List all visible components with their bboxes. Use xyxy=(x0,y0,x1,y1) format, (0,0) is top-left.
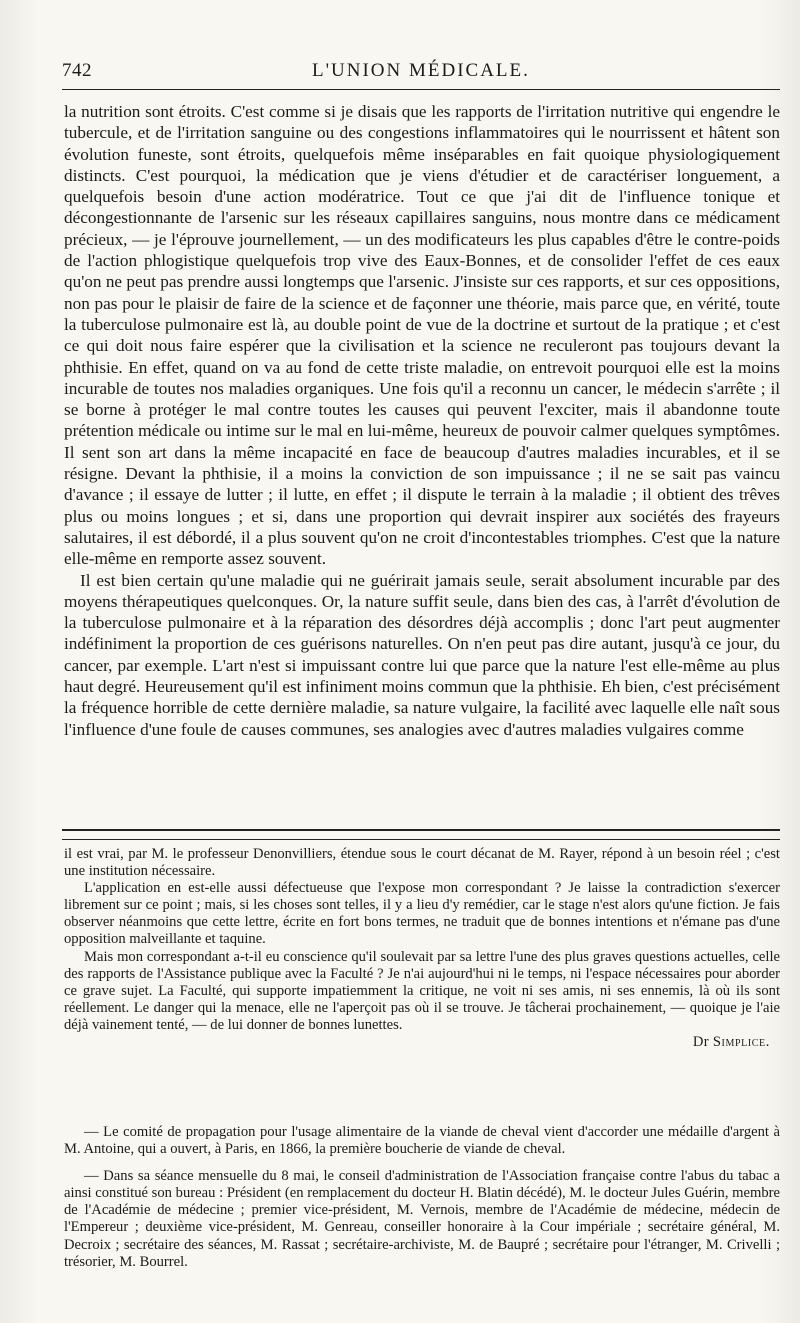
signature-prefix: Dr xyxy=(692,1034,709,1051)
news-items xyxy=(64,1124,780,1271)
news-item: — Le comité de propagation pour l'usage alimentaire de la viande de cheval vient d'accorder une médaille d'argent à M. Antoine, qui a ouvert, à Paris, en 1866, la première boucherie de viande de cheval. xyxy=(64,1124,780,1158)
header-rule xyxy=(62,89,780,90)
article-paragraph: Il est bien certain qu'une maladie qui ne guérirait jamais seule, serait absolument incurable par des moyens thérapeutiques quelconques. Or, la nature suffit seule, dans bien des cas, à l'arrêt d'évolution de la tuberculose pulmonaire et à la réparation des désordres déjà accomplis ; donc l'art peut augmenter indéfiniment la proportion de ces guérisons naturelles. On n'en peut pas dire autant, jusqu'à ce jour, du cancer, par exemple. L'art n'est si impuissant contre lui que parce que la nature l'est elle-même au plus haut degré. Heureusement qu'il est infiniment moins commun que la phthisie. Eh bien, c'est précisément la fréquence horrible de cette dernière maladie, sa nature vulgaire, la facilité avec laquelle elle naît sous l'influence d'une foule de causes communes, ses analogies avec d'autres maladies vulgaires comme xyxy=(64,570,780,739)
running-title: L'UNION MÉDICALE. xyxy=(312,60,530,81)
notes-paragraph: il est vrai, par M. le professeur Denonvilliers, étendue sous le court décanat de M. Rayer, répond à un besoin réel ; c'est une institution nécessaire. xyxy=(64,846,780,880)
notes-paragraph: Mais mon correspondant a-t-il eu conscience qu'il soulevait par sa lettre l'une des plus graves questions actuelles, celle des rapports de l'Assistance publique avec la Faculté ? Je n'ai aujourd'hui ni le temps, ni l'espace nécessaires pour aborder ce grave sujet. La Faculté, qui supporte impatiemment la critique, ne voit ni ses amis, ni ses ennemis, là où ils sont réellement. Le danger qui la menace, elle ne l'aperçoit pas où il se trouve. Je tâcherai prochainement, — quoique je l'aie déjà vainement tenté, — de lui donner de bonnes lunettes. xyxy=(64,948,780,1033)
notes-paragraph: L'application en est-elle aussi défectueuse que l'expose mon correspondant ? Je laisse la contradiction s'exercer librement sur ce point ; mais, si les choses sont telles, il y a lieu d'y remédier, car le stage n'est alors qu'une fiction. Je fais observer néanmoins que cette lettre, écrite en fort bons termes, ne traduit que de bonnes intentions et n'émane pas d'une opposition malveillante et taquine. xyxy=(64,880,780,948)
feuilleton-notes xyxy=(64,846,780,1051)
page-header xyxy=(62,60,780,86)
news-item: — Dans sa séance mensuelle du 8 mai, le conseil d'administration de l'Association française contre l'abus du tabac a ainsi constitué son bureau : Président (en remplacement du docteur H. Blatin décédé), M. le docteur Jules Guérin, membre de l'Académie de médecine ; premier vice-président, M. Vernois, membre de l'Académie de médecine, médecin de l'Empereur ; deuxième vice-président, M. Genreau, conseiller honoraire à la Cour impériale ; secrétaire général, M. Decroix ; secrétaire des séances, M. Rassat ; secrétaire-archiviste, M. de Baupré ; secrétaire pour l'étranger, M. Crivelli ; trésorier, M. Bourrel. xyxy=(64,1168,780,1270)
page-number: 742 xyxy=(62,60,92,81)
signature xyxy=(64,1034,780,1051)
main-article-text xyxy=(64,101,780,740)
column-separator-rule xyxy=(62,829,780,840)
article-paragraph: la nutrition sont étroits. C'est comme si je disais que les rapports de l'irritation nutritive qui engendre le tubercule, et de l'irritation sanguine ou des congestions inflammatoires qui le nourrissent et hâtent son évolution funeste, sont étroits, quelquefois même inséparables en fait quoique physiologiquement distincts. C'est pourquoi, la médication que je viens d'étudier et de caractériser longuement, a quelquefois besoin d'une action modératrice. Tout ce que j'ai dit de l'influence tonique et décongestionnante de l'arsenic sur les réseaux capillaires sanguins, nous montre dans ce médicament précieux, — je l'éprouve journellement, — un des modificateurs les plus capables d'être le contre-poids de l'action phlogistique quelquefois trop vive des Eaux-Bonnes, et de consolider l'effet de ces eaux qu'on ne peut pas prendre aussi longtemps que l'arsenic. J'insiste sur ces rapports, et sur ces oppositions, non pas pour le plaisir de faire de la science et de façonner une théorie, mais parce que, en vérité, toute la tuberculose pulmonaire est là, au double point de vue de la doctrine et surtout de la pratique ; et c'est ce qui doit nous faire espérer que la civilisation et la science ne reculeront pas toujours devant la phthisie. En effet, quand on va au fond de cette triste maladie, on entrevoit pourquoi elle est la moins incurable de toutes nos maladies organiques. Une fois qu'il a reconnu un cancer, le médecin s'arrête ; il se borne à protéger le mal contre toutes les causes qui peuvent l'exciter, mais il abandonne toute prétention médicale ou intime sur le mal en lui-même, heureux de pouvoir calmer quelques symptômes. Il sent son art dans la même incapacité en face de beaucoup d'autres maladies incurables, et il se résigne. Devant la phthisie, il a moins la conviction de son impuissance ; il ne se sait pas vaincu d'avance ; il essaye de lutter ; il lutte, en effet ; il dispute le terrain à la maladie ; il obtient des trêves plus ou moins longues ; et si, dans une proportion qui devrait inspirer aux sociétés des frayeurs salutaires, il est débordé, il a plus souvent qu'on ne croit d'incontestables triomphes. C'est que la nature elle-même en remporte assez souvent. xyxy=(64,102,780,569)
signature-name: Simplice. xyxy=(712,1034,770,1051)
